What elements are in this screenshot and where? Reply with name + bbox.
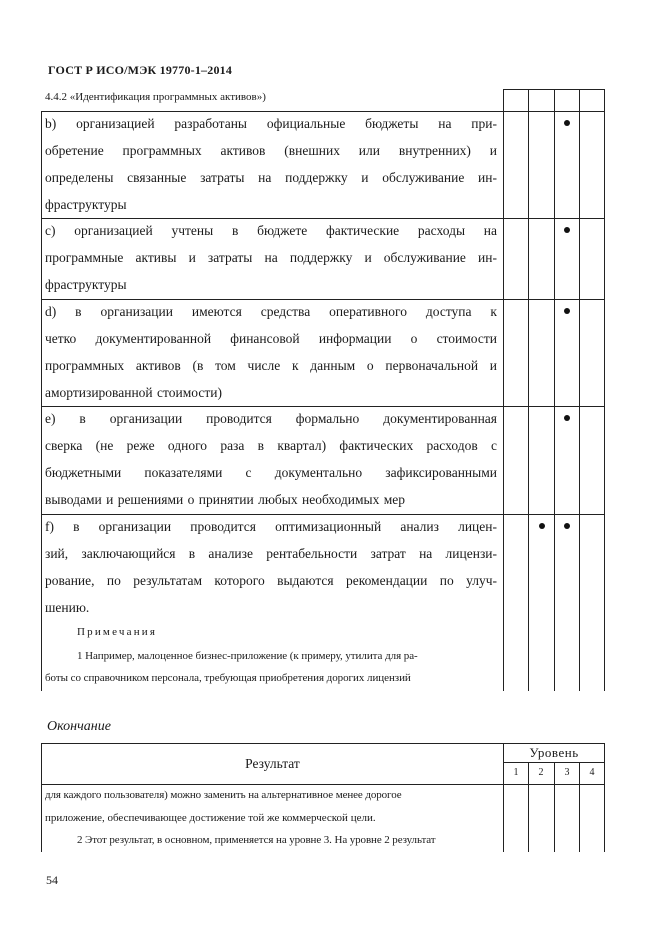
result-item-f xyxy=(45,513,497,621)
text-line: сверка (не реже одного раза в квартал) фактических расходов с xyxy=(45,438,497,453)
note-title: Примечания xyxy=(77,626,158,638)
level-3-header: 3 xyxy=(564,767,570,778)
note-line: 1 Например, малоценное бизнес-приложение (к примеру, утилита для ра- xyxy=(77,650,418,662)
text-line: обретение программных активов (внешних или внутренних) и xyxy=(45,143,497,158)
table2-text-line: для каждого пользователя) можно заменить на альтернативное менее дорогое xyxy=(45,789,402,801)
page-number: 54 xyxy=(46,873,58,887)
table2-border-right xyxy=(604,743,605,852)
level-divider-1-2 xyxy=(528,89,529,691)
text-line: выводами и решениями о принятии любых необходимых мер xyxy=(45,492,406,507)
level-4-header: 4 xyxy=(589,767,595,778)
text-line: f) в организации проводится оптимизационный анализ лицен- xyxy=(45,519,497,534)
text-line: шению. xyxy=(45,600,90,615)
level-3-mark xyxy=(564,227,570,233)
level-divider-2-3 xyxy=(554,89,555,691)
level-3-mark xyxy=(564,523,570,529)
section-reference: 4.4.2 «Идентификация программных активов») xyxy=(45,91,266,103)
result-item-c xyxy=(45,217,497,298)
text-line: амортизированной стоимости) xyxy=(45,385,222,400)
text-line: бюджетными показателями с документально зафиксированными xyxy=(45,465,497,480)
level-3-mark xyxy=(564,308,570,314)
result-item-d xyxy=(45,298,497,406)
level-3-mark xyxy=(564,415,570,421)
table-border-right xyxy=(604,89,605,691)
document-header: ГОСТ Р ИСО/МЭК 19770-1–2014 xyxy=(48,63,233,77)
level-2-header: 2 xyxy=(538,767,544,778)
text-line: b) организацией разработаны официальные бюджеты на при- xyxy=(45,116,497,131)
result-item-e xyxy=(45,405,497,513)
text-line: зий, заключающийся в анализе рентабельности затрат на лицензи- xyxy=(45,546,497,561)
level-2-mark xyxy=(539,523,545,529)
level-1-header: 1 xyxy=(513,767,519,778)
text-line: фраструктуры xyxy=(45,277,127,292)
note-line: боты со справочником персонала, требующая приобретения дорогих лицензий xyxy=(45,672,411,684)
level-divider-3-4 xyxy=(579,89,580,691)
text-line: c) организацией учтены в бюджете фактические расходы на xyxy=(45,223,497,238)
result-column-header: Результат xyxy=(245,756,300,771)
text-line: четко документированной финансовой информации о стоимости xyxy=(45,331,497,346)
level-column-header: Уровень xyxy=(529,745,579,760)
text-line: программные активы и затраты на поддержку и обслуживание ин- xyxy=(45,250,497,265)
result-column-divider xyxy=(503,89,504,691)
text-line: определены связанные затраты на поддержку и обслуживание ин- xyxy=(45,170,497,185)
table2-text-line: 2 Этот результат, в основном, применяется на уровне 3. На уровне 2 результат xyxy=(77,834,436,846)
table-caption: Окончание xyxy=(47,719,111,734)
table2-border-top xyxy=(41,743,605,744)
text-line: программных активов (в том числе к данным о первоначальной и xyxy=(45,358,497,373)
level-3-mark xyxy=(564,120,570,126)
text-line: фраструктуры xyxy=(45,197,127,212)
table2-text-line: приложение, обеспечивающее достижение той же коммерческой цели. xyxy=(45,812,376,824)
text-line: d) в организации имеются средства оперативного доступа к xyxy=(45,304,497,319)
text-line: e) в организации проводится формально документированная xyxy=(45,411,497,426)
table-border-left xyxy=(41,111,42,691)
result-item-b xyxy=(45,110,497,218)
text-line: рование, по результатам которого выдаются рекомендации по улуч- xyxy=(45,573,497,588)
